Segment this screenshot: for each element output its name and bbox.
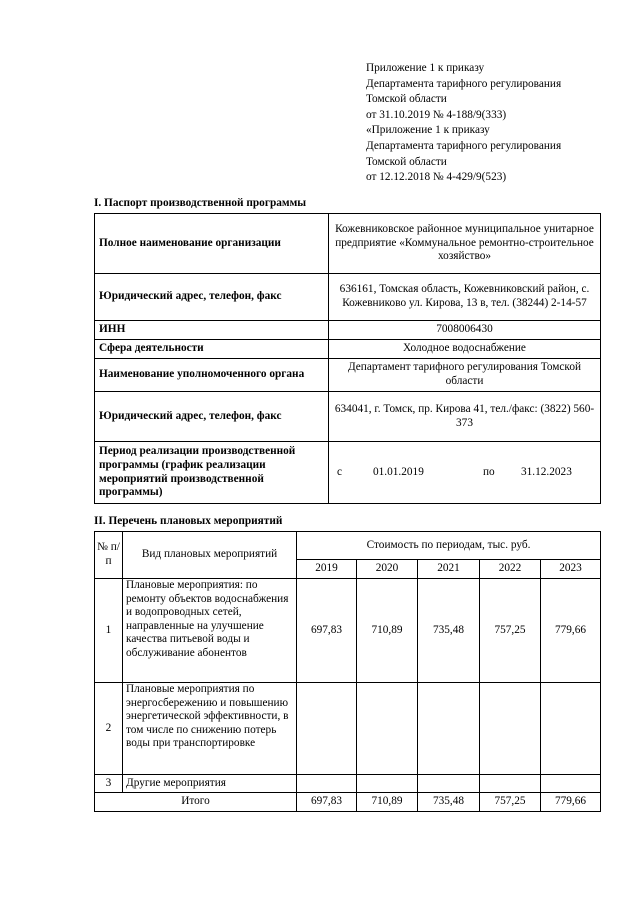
total-value: 697,83 xyxy=(297,793,357,812)
passport-value: Холодное водоснабжение xyxy=(329,340,601,359)
event-value xyxy=(480,775,541,793)
order-appendix-header xyxy=(366,61,626,186)
event-value xyxy=(541,683,601,775)
header-line: Приложение 1 к приказу xyxy=(366,62,485,74)
event-value: 779,66 xyxy=(541,579,601,683)
event-num: 1 xyxy=(95,579,123,683)
event-row xyxy=(95,683,601,775)
event-value xyxy=(357,683,418,775)
event-value: 697,83 xyxy=(297,579,357,683)
year-header: 2022 xyxy=(480,560,541,579)
section-2-title: II. Перечень плановых мероприятий xyxy=(94,515,283,527)
period-from-word: с xyxy=(337,465,343,478)
period-label: Период реализации производственной программы (график реализации мероприятий производственной программы) xyxy=(95,442,329,504)
passport-label: Наименование уполномоченного органа xyxy=(95,359,329,392)
passport-value: 636161, Томская область, Кожевниковский район, с. Кожевниково ул. Кирова, 13 в, тел. (38244) 2-14-57 xyxy=(329,274,601,321)
col-name-header: Вид плановых мероприятий xyxy=(123,532,297,579)
event-value xyxy=(418,683,480,775)
passport-row xyxy=(95,359,601,392)
header-line: от 31.10.2019 № 4-188/9(333) xyxy=(366,108,507,121)
total-label: Итого xyxy=(95,793,297,812)
passport-table xyxy=(94,213,601,504)
event-name: Другие мероприятия xyxy=(123,775,297,793)
event-name: Плановые мероприятия по энергосбережению и повышению энергетической эффективности, в том числе по снижению потерь воды при транспортировке xyxy=(123,683,297,775)
col-cost-header: Стоимость по периодам, тыс. руб. xyxy=(297,532,601,560)
passport-label: ИНН xyxy=(95,321,329,340)
event-num: 3 xyxy=(95,775,123,793)
period-to-word: по xyxy=(483,465,495,478)
passport-row xyxy=(95,214,601,274)
event-value xyxy=(418,775,480,793)
event-name: Плановые мероприятия: по ремонту объектов водоснабжения и водопроводных сетей, направленные на улучшение качества питьевой воды и обслуживание абонентов xyxy=(123,579,297,683)
year-header: 2020 xyxy=(357,560,418,579)
header-line: Томской области xyxy=(366,93,447,106)
passport-label: Юридический адрес, телефон, факс xyxy=(95,392,329,442)
section-1-title: I. Паспорт производственной программы xyxy=(94,197,307,209)
passport-value: Департамент тарифного регулирования Томской области xyxy=(329,359,601,392)
passport-row xyxy=(95,321,601,340)
passport-row xyxy=(95,340,601,359)
event-value xyxy=(297,775,357,793)
header-line: Департамента тарифного регулирования xyxy=(366,77,562,90)
event-value xyxy=(297,683,357,775)
passport-value: 634041, г. Томск, пр. Кирова 41, тел./факс: (3822) 560-373 xyxy=(329,392,601,442)
total-value: 735,48 xyxy=(418,793,480,812)
period-value xyxy=(329,442,601,504)
passport-value: 7008006430 xyxy=(329,321,601,340)
year-header: 2021 xyxy=(418,560,480,579)
header-line: «Приложение 1 к приказу xyxy=(366,124,490,137)
year-header: 2019 xyxy=(297,560,357,579)
event-value xyxy=(357,775,418,793)
col-num-header: № п/п xyxy=(95,532,123,579)
event-value: 757,25 xyxy=(480,579,541,683)
total-row xyxy=(95,793,601,812)
total-value: 757,25 xyxy=(480,793,541,812)
event-num: 2 xyxy=(95,683,123,775)
total-value: 710,89 xyxy=(357,793,418,812)
passport-row-period xyxy=(95,442,601,504)
header-line: от 12.12.2018 № 4-429/9(523) xyxy=(366,171,507,184)
event-value: 735,48 xyxy=(418,579,480,683)
event-value xyxy=(541,775,601,793)
period-to-date: 31.12.2023 xyxy=(521,465,572,478)
passport-value: Кожевниковское районное муниципальное унитарное предприятие «Коммунальное ремонтно-строительное хозяйство» xyxy=(329,214,601,274)
passport-row xyxy=(95,392,601,442)
event-value xyxy=(480,683,541,775)
event-value: 710,89 xyxy=(357,579,418,683)
period-from-date: 01.01.2019 xyxy=(373,465,424,478)
events-header-row xyxy=(95,532,601,560)
header-line: Томской области xyxy=(366,155,447,168)
year-header: 2023 xyxy=(541,560,601,579)
passport-label: Сфера деятельности xyxy=(95,340,329,359)
events-table xyxy=(94,531,601,812)
passport-label: Юридический адрес, телефон, факс xyxy=(95,274,329,321)
passport-row xyxy=(95,274,601,321)
header-line: Департамента тарифного регулирования xyxy=(366,139,562,152)
event-row xyxy=(95,775,601,793)
total-value: 779,66 xyxy=(541,793,601,812)
event-row xyxy=(95,579,601,683)
passport-label: Полное наименование организации xyxy=(95,214,329,274)
